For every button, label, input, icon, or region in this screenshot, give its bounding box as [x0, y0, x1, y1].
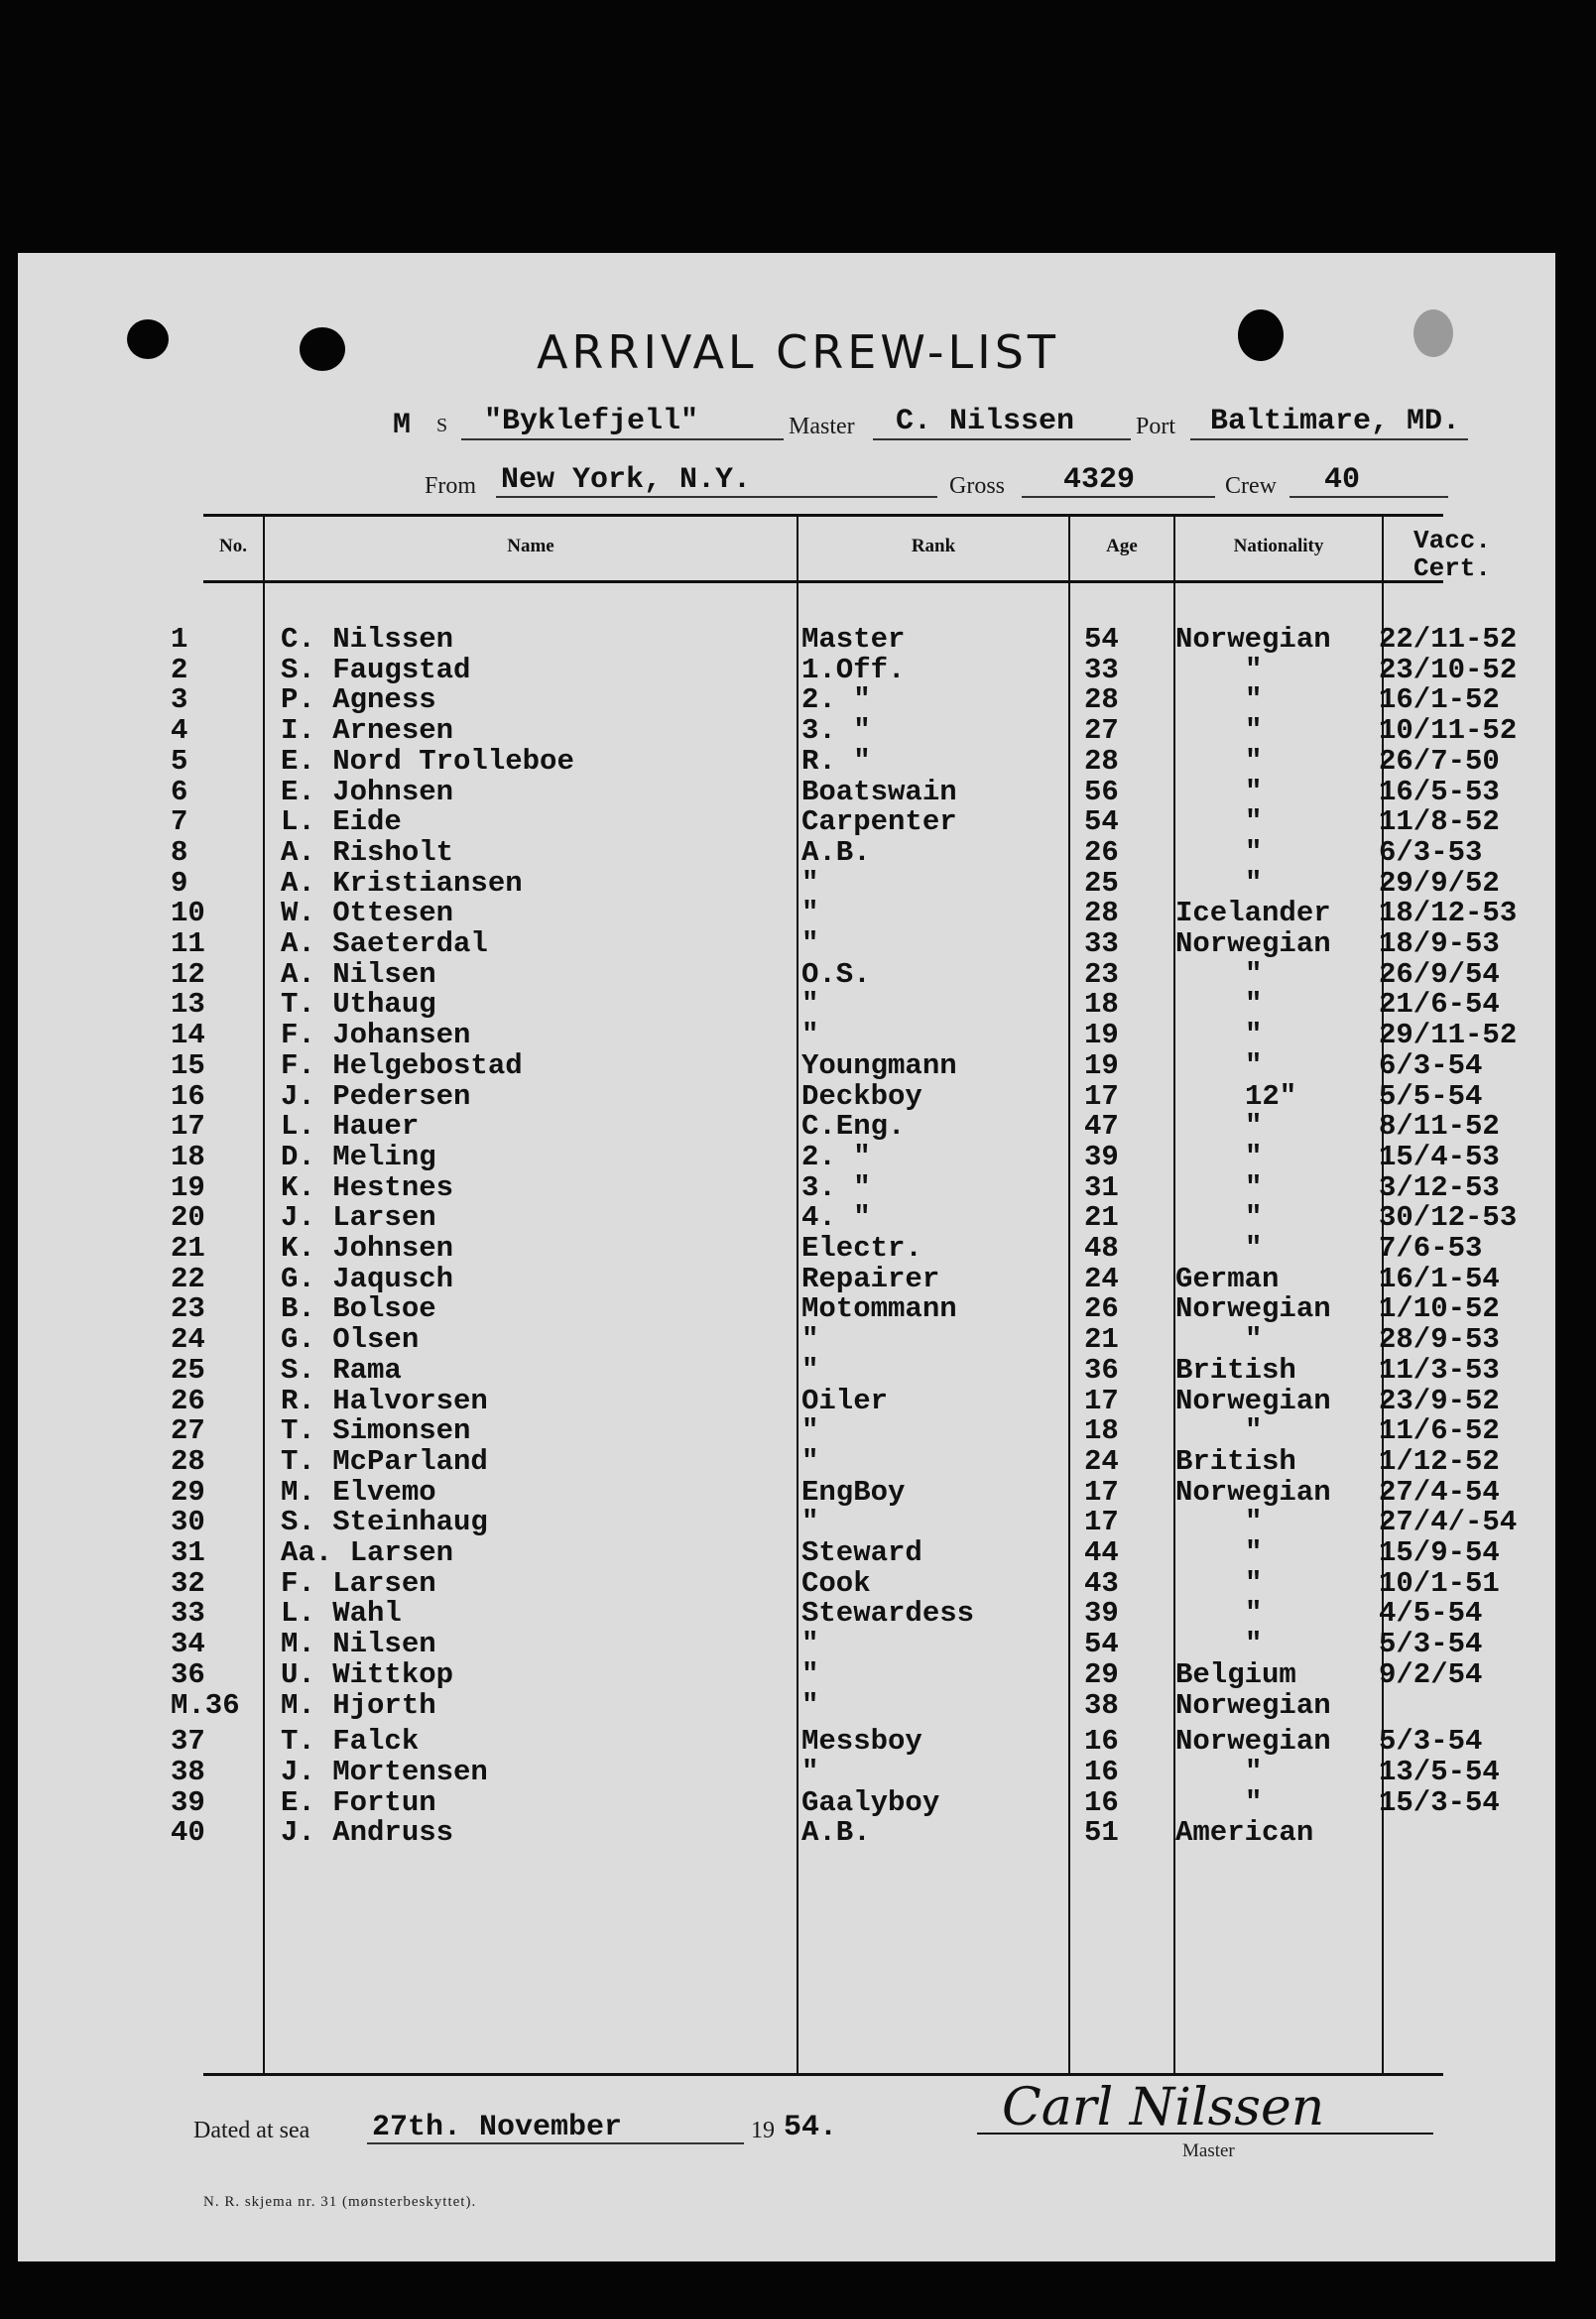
col-header-name: Name — [507, 536, 554, 556]
crew-age: 17 — [1084, 1079, 1119, 1113]
crew-name: L. Eide — [281, 805, 402, 839]
crew-rank: " — [801, 927, 819, 960]
crew-age: 33 — [1084, 927, 1119, 960]
crew-name: J. Larsen — [281, 1201, 436, 1235]
row-number: 39 — [171, 1785, 205, 1819]
crew-age: 44 — [1084, 1536, 1119, 1569]
crew-nationality: Norwegian — [1175, 1292, 1331, 1326]
crew-name: M. Nilsen — [281, 1628, 436, 1661]
crew-nationality: " — [1245, 1414, 1263, 1448]
crew-nationality: " — [1245, 653, 1263, 686]
crew-name: S. Faugstad — [281, 653, 471, 686]
row-number: 28 — [171, 1444, 205, 1478]
vaccination-date: 15/3-54 — [1379, 1785, 1500, 1819]
vaccination-date: 1/10-52 — [1379, 1292, 1500, 1326]
vaccination-date: 10/1-51 — [1379, 1566, 1500, 1600]
row-number: 29 — [171, 1475, 205, 1509]
crew-name: B. Bolsoe — [281, 1292, 436, 1326]
crew-rank: A.B. — [801, 1816, 871, 1850]
crew-age: 26 — [1084, 835, 1119, 869]
vaccination-date: 11/8-52 — [1379, 805, 1500, 839]
crew-age: 39 — [1084, 1140, 1119, 1173]
row-number: 25 — [171, 1353, 205, 1387]
crew-age: 19 — [1084, 1019, 1119, 1052]
crew-nationality: " — [1245, 1566, 1263, 1600]
row-number: 31 — [171, 1536, 205, 1569]
vaccination-date: 9/2/54 — [1379, 1657, 1483, 1691]
crew-name: F. Johansen — [281, 1019, 471, 1052]
crew-age: 18 — [1084, 988, 1119, 1022]
vaccination-date: 5/3-54 — [1379, 1725, 1483, 1759]
crew-nationality: " — [1245, 1536, 1263, 1569]
crew-nationality: " — [1245, 805, 1263, 839]
row-number: 24 — [171, 1323, 205, 1357]
crew-name: L. Wahl — [281, 1597, 402, 1631]
crew-age: 33 — [1084, 653, 1119, 686]
crew-name: U. Wittkop — [281, 1657, 454, 1691]
crew-rank: 3. " — [801, 1170, 871, 1204]
crew-age: 18 — [1084, 1414, 1119, 1448]
crew-age: 24 — [1084, 1444, 1119, 1478]
crew-rank: " — [801, 1628, 819, 1661]
port-label: Port — [1136, 414, 1176, 439]
row-number: 12 — [171, 957, 205, 991]
ms-prefix: M — [393, 409, 412, 442]
crew-rank: Electr. — [801, 1232, 922, 1265]
table-bottom-rule — [203, 2073, 1443, 2076]
row-number: 19 — [171, 1170, 205, 1204]
row-number: 3 — [171, 683, 188, 717]
col-header-age: Age — [1106, 536, 1138, 556]
row-number: 18 — [171, 1140, 205, 1173]
crew-name: A. Saeterdal — [281, 927, 488, 960]
row-number: 22 — [171, 1262, 205, 1295]
crew-age: 48 — [1084, 1232, 1119, 1265]
crew-nationality: 12" — [1245, 1079, 1297, 1113]
vaccination-date: 13/5-54 — [1379, 1755, 1500, 1788]
date-value: 27th. November — [372, 2111, 623, 2144]
crew-name: L. Hauer — [281, 1110, 420, 1144]
vaccination-date: 11/6-52 — [1379, 1414, 1500, 1448]
crew-age: 16 — [1084, 1725, 1119, 1759]
crew-rank: " — [801, 866, 819, 900]
crew-name: E. Fortun — [281, 1785, 436, 1819]
year-prefix: 19 — [751, 2118, 775, 2143]
crew-age: 19 — [1084, 1048, 1119, 1082]
crew-value: 40 — [1324, 463, 1361, 497]
port-value: Baltimare, MD. — [1210, 405, 1461, 438]
crew-nationality: " — [1245, 1785, 1263, 1819]
crew-nationality: " — [1245, 1323, 1263, 1357]
crew-age: 25 — [1084, 866, 1119, 900]
crew-name: J. Mortensen — [281, 1755, 488, 1788]
crew-nationality: " — [1245, 775, 1263, 808]
row-number: 15 — [171, 1048, 205, 1082]
row-number: 7 — [171, 805, 188, 839]
crew-name: K. Hestnes — [281, 1170, 454, 1204]
master-label: Master — [789, 414, 855, 439]
crew-label: Crew — [1225, 473, 1277, 499]
row-number: 21 — [171, 1232, 205, 1265]
crew-age: 27 — [1084, 714, 1119, 748]
crew-rank: Stewardess — [801, 1597, 975, 1631]
vaccination-date: 6/3-53 — [1379, 835, 1483, 869]
row-number: 11 — [171, 927, 205, 960]
vaccination-date: 16/1-52 — [1379, 683, 1500, 717]
crew-nationality: " — [1245, 1048, 1263, 1082]
crew-nationality: " — [1245, 1140, 1263, 1173]
table-top-rule — [203, 514, 1443, 517]
crew-age: 31 — [1084, 1170, 1119, 1204]
crew-rank: " — [801, 1323, 819, 1357]
crew-age: 56 — [1084, 775, 1119, 808]
row-number: M.36 — [171, 1688, 240, 1722]
crew-age: 39 — [1084, 1597, 1119, 1631]
crew-rank: Boatswain — [801, 775, 957, 808]
crew-nationality: Norwegian — [1175, 927, 1331, 960]
crew-age: 17 — [1084, 1506, 1119, 1539]
master-name: C. Nilssen — [896, 405, 1075, 438]
crew-rank: 4. " — [801, 1201, 871, 1235]
crew-age: 21 — [1084, 1323, 1119, 1357]
crew-name: A. Kristiansen — [281, 866, 523, 900]
crew-nationality: " — [1245, 1019, 1263, 1052]
form-title: ARRIVAL CREW-LIST — [536, 325, 1060, 379]
vaccination-date: 5/5-54 — [1379, 1079, 1483, 1113]
crew-name: G. Jaqusch — [281, 1262, 454, 1295]
crew-age: 54 — [1084, 1628, 1119, 1661]
row-number: 37 — [171, 1725, 205, 1759]
crew-nationality: British — [1175, 1353, 1296, 1387]
crew-underline — [1289, 496, 1448, 498]
row-number: 23 — [171, 1292, 205, 1326]
row-number: 6 — [171, 775, 188, 808]
crew-nationality: " — [1245, 1506, 1263, 1539]
vaccination-date: 18/9-53 — [1379, 927, 1500, 960]
vaccination-date: 7/6-53 — [1379, 1232, 1483, 1265]
year-suffix: 54. — [784, 2111, 838, 2144]
crew-rank: " — [801, 1414, 819, 1448]
vaccination-date: 29/9/52 — [1379, 866, 1500, 900]
crew-age: 28 — [1084, 897, 1119, 930]
crew-name: C. Nilssen — [281, 623, 454, 656]
crew-name: Aa. Larsen — [281, 1536, 454, 1569]
row-number: 10 — [171, 897, 205, 930]
crew-nationality: " — [1245, 714, 1263, 748]
row-number: 32 — [171, 1566, 205, 1600]
vaccination-date: 4/5-54 — [1379, 1597, 1483, 1631]
crew-nationality: " — [1245, 1201, 1263, 1235]
crew-age: 21 — [1084, 1201, 1119, 1235]
crew-nationality: " — [1245, 957, 1263, 991]
crew-rank: Gaalyboy — [801, 1785, 940, 1819]
crew-nationality: Norwegian — [1175, 623, 1331, 656]
crew-nationality: " — [1245, 1597, 1263, 1631]
crew-name: K. Johnsen — [281, 1232, 454, 1265]
crew-name: S. Steinhaug — [281, 1506, 488, 1539]
crew-rank: EngBoy — [801, 1475, 906, 1509]
row-number: 40 — [171, 1816, 205, 1850]
row-number: 33 — [171, 1597, 205, 1631]
crew-name: F. Larsen — [281, 1566, 436, 1600]
crew-name: R. Halvorsen — [281, 1384, 488, 1417]
crew-rank: Steward — [801, 1536, 922, 1569]
row-number: 38 — [171, 1755, 205, 1788]
crew-nationality: British — [1175, 1444, 1296, 1478]
crew-nationality: " — [1245, 1110, 1263, 1144]
crew-nationality: " — [1245, 744, 1263, 778]
crew-age: 28 — [1084, 683, 1119, 717]
crew-nationality: Norwegian — [1175, 1384, 1331, 1417]
crew-age: 17 — [1084, 1475, 1119, 1509]
crew-rank: C.Eng. — [801, 1110, 906, 1144]
crew-age: 38 — [1084, 1688, 1119, 1722]
crew-name: T. Uthaug — [281, 988, 436, 1022]
form-note: N. R. skjema nr. 31 (mønsterbeskyttet). — [203, 2194, 477, 2210]
crew-age: 43 — [1084, 1566, 1119, 1600]
crew-age: 23 — [1084, 957, 1119, 991]
vaccination-date: 21/6-54 — [1379, 988, 1500, 1022]
row-number: 16 — [171, 1079, 205, 1113]
crew-name: J. Andruss — [281, 1816, 454, 1850]
ms-s-label: S — [436, 415, 448, 436]
crew-age: 47 — [1084, 1110, 1119, 1144]
crew-nationality: Icelander — [1175, 897, 1331, 930]
row-number: 13 — [171, 988, 205, 1022]
vaccination-date: 18/12-53 — [1379, 897, 1518, 930]
crew-nationality: Belgium — [1175, 1657, 1296, 1691]
crew-rank: Motommann — [801, 1292, 957, 1326]
crew-rank: " — [801, 897, 819, 930]
crew-name: M. Hjorth — [281, 1688, 436, 1722]
crew-rank: " — [801, 1506, 819, 1539]
crew-rank: 2. " — [801, 683, 871, 717]
vaccination-date: 16/1-54 — [1379, 1262, 1500, 1295]
row-number: 17 — [171, 1110, 205, 1144]
vaccination-date: 27/4/-54 — [1379, 1506, 1518, 1539]
master-signature: Carl Nilssen — [1002, 2078, 1325, 2137]
crew-rank: " — [801, 988, 819, 1022]
crew-name: J. Pedersen — [281, 1079, 471, 1113]
crew-nationality: " — [1245, 1755, 1263, 1788]
vaccination-date: 3/12-53 — [1379, 1170, 1500, 1204]
crew-age: 51 — [1084, 1816, 1119, 1850]
row-number: 14 — [171, 1019, 205, 1052]
vaccination-date: 5/3-54 — [1379, 1628, 1483, 1661]
crew-rank: " — [801, 1444, 819, 1478]
crew-rank: Cook — [801, 1566, 871, 1600]
dated-label: Dated at sea — [193, 2118, 310, 2143]
gross-value: 4329 — [1063, 463, 1136, 497]
crew-nationality: Norwegian — [1175, 1475, 1331, 1509]
vaccination-date: 8/11-52 — [1379, 1110, 1500, 1144]
vaccination-date: 15/4-53 — [1379, 1140, 1500, 1173]
crew-age: 16 — [1084, 1755, 1119, 1788]
vaccination-date: 23/10-52 — [1379, 653, 1518, 686]
row-number: 4 — [171, 714, 188, 748]
crew-rank: Oiler — [801, 1384, 889, 1417]
row-number: 2 — [171, 653, 188, 686]
row-number: 20 — [171, 1201, 205, 1235]
vaccination-date: 16/5-53 — [1379, 775, 1500, 808]
crew-name: T. Simonsen — [281, 1414, 471, 1448]
crew-rank: 3. " — [801, 714, 871, 748]
vaccination-date: 23/9-52 — [1379, 1384, 1500, 1417]
vaccination-date: 26/9/54 — [1379, 957, 1500, 991]
crew-rank: " — [801, 1688, 819, 1722]
crew-rank: Youngmann — [801, 1048, 957, 1082]
crew-age: 54 — [1084, 623, 1119, 656]
crew-nationality: " — [1245, 1628, 1263, 1661]
crew-rank: " — [801, 1657, 819, 1691]
col-header-rank: Rank — [911, 536, 956, 556]
vaccination-date: 6/3-54 — [1379, 1048, 1483, 1082]
crew-name: S. Rama — [281, 1353, 402, 1387]
crew-age: 29 — [1084, 1657, 1119, 1691]
crew-nationality: German — [1175, 1262, 1280, 1295]
crew-name: D. Meling — [281, 1140, 436, 1173]
crew-rank: Repairer — [801, 1262, 940, 1295]
crew-name: T. Falck — [281, 1725, 420, 1759]
crew-name: E. Johnsen — [281, 775, 454, 808]
vaccination-date: 30/12-53 — [1379, 1201, 1518, 1235]
col-header-no: No. — [219, 536, 247, 556]
crew-age: 16 — [1084, 1785, 1119, 1819]
crew-nationality: " — [1245, 1232, 1263, 1265]
crew-age: 54 — [1084, 805, 1119, 839]
crew-rank: 2. " — [801, 1140, 871, 1173]
crew-rank: Carpenter — [801, 805, 957, 839]
crew-rank: " — [801, 1353, 819, 1387]
row-number: 26 — [171, 1384, 205, 1417]
crew-name: M. Elvemo — [281, 1475, 436, 1509]
vaccination-date: 28/9-53 — [1379, 1323, 1500, 1357]
crew-rank: R. " — [801, 744, 871, 778]
crew-name: F. Helgebostad — [281, 1048, 523, 1082]
crew-name: I. Arnesen — [281, 714, 454, 748]
crew-nationality: " — [1245, 988, 1263, 1022]
vaccination-date: 1/12-52 — [1379, 1444, 1500, 1478]
vaccination-date: 22/11-52 — [1379, 623, 1518, 656]
crew-name: W. Ottesen — [281, 897, 454, 930]
crew-rank: Deckboy — [801, 1079, 922, 1113]
crew-nationality: Norwegian — [1175, 1725, 1331, 1759]
crew-nationality: American — [1175, 1816, 1314, 1850]
table-header-rule — [203, 580, 1443, 583]
crew-nationality: Norwegian — [1175, 1688, 1331, 1722]
row-number: 34 — [171, 1628, 205, 1661]
row-number: 5 — [171, 744, 188, 778]
crew-rank: Master — [801, 623, 906, 656]
crew-age: 28 — [1084, 744, 1119, 778]
crew-rank: A.B. — [801, 835, 871, 869]
column-divider-2 — [797, 516, 798, 2073]
crew-age: 26 — [1084, 1292, 1119, 1326]
crew-age: 36 — [1084, 1353, 1119, 1387]
crew-name: E. Nord Trolleboe — [281, 744, 574, 778]
crew-nationality: " — [1245, 835, 1263, 869]
crew-name: G. Olsen — [281, 1323, 420, 1357]
col-header-cert: Cert. — [1413, 553, 1492, 583]
crew-nationality: " — [1245, 683, 1263, 717]
vaccination-date: 15/9-54 — [1379, 1536, 1500, 1569]
row-number: 1 — [171, 623, 188, 656]
row-number: 9 — [171, 866, 188, 900]
crew-name: A. Nilsen — [281, 957, 436, 991]
crew-rank: O.S. — [801, 957, 871, 991]
vaccination-date: 26/7-50 — [1379, 744, 1500, 778]
crew-name: P. Agness — [281, 683, 436, 717]
crew-rank: Messboy — [801, 1725, 922, 1759]
col-header-nationality: Nationality — [1233, 536, 1324, 556]
crew-rank: " — [801, 1019, 819, 1052]
master-underline — [873, 438, 1131, 440]
col-header-vacc: Vacc. — [1413, 526, 1492, 555]
column-divider-1 — [263, 516, 265, 2073]
crew-nationality: " — [1245, 866, 1263, 900]
row-number: 30 — [171, 1506, 205, 1539]
from-label: From — [425, 473, 477, 499]
column-divider-3 — [1068, 516, 1070, 2073]
row-number: 36 — [171, 1657, 205, 1691]
crew-nationality: " — [1245, 1170, 1263, 1204]
crew-rank: 1.Off. — [801, 653, 906, 686]
crew-age: 17 — [1084, 1384, 1119, 1417]
vaccination-date: 27/4-54 — [1379, 1475, 1500, 1509]
vaccination-date: 29/11-52 — [1379, 1019, 1518, 1052]
crew-rank: " — [801, 1755, 819, 1788]
vaccination-date: 10/11-52 — [1379, 714, 1518, 748]
crew-age: 24 — [1084, 1262, 1119, 1295]
crew-name: A. Risholt — [281, 835, 454, 869]
row-number: 8 — [171, 835, 188, 869]
ship-name-underline — [461, 438, 784, 440]
crew-name: T. McParland — [281, 1444, 488, 1478]
port-underline — [1190, 438, 1468, 440]
master-caption: Master — [1182, 2140, 1235, 2161]
row-number: 27 — [171, 1414, 205, 1448]
ship-name: "Byklefjell" — [484, 405, 699, 438]
vaccination-date: 11/3-53 — [1379, 1353, 1500, 1387]
from-value: New York, N.Y. — [501, 463, 752, 497]
gross-label: Gross — [949, 473, 1006, 499]
